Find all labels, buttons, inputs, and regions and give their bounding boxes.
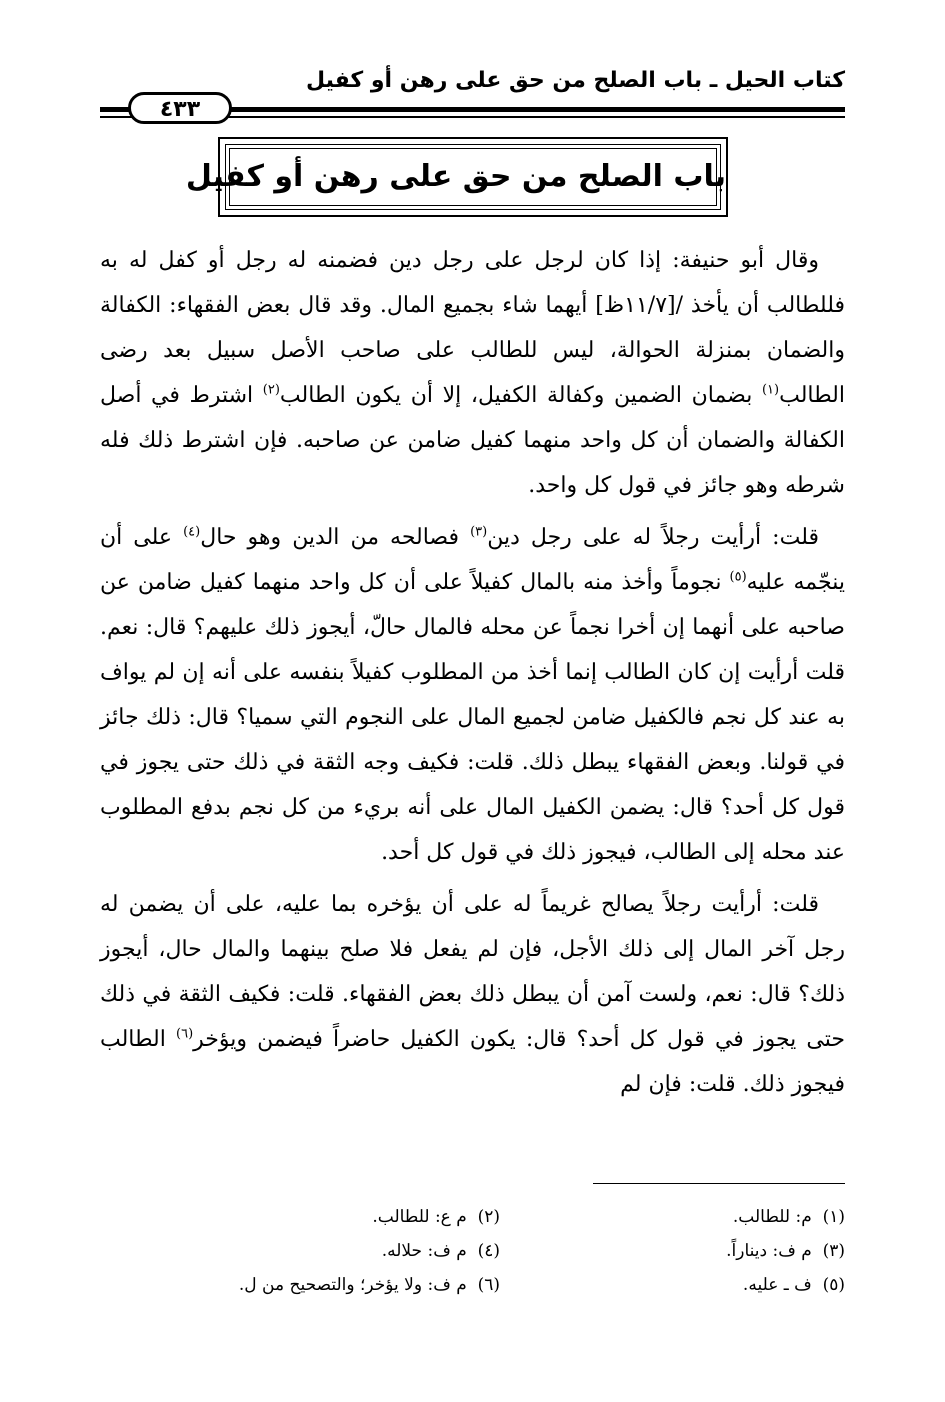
paragraph-text: على أن ينجّمه عليه (100, 525, 845, 595)
footnote-text: م: للطالب. (732, 1207, 812, 1227)
footnote-2 (100, 1200, 500, 1234)
footnote-text: ف ـ عليه. (742, 1275, 812, 1295)
footnote-row (100, 1234, 845, 1268)
footnote-3 (500, 1234, 845, 1268)
footnote-marker: (٥) (729, 569, 747, 585)
footnote-6 (100, 1268, 500, 1302)
footnote-row (100, 1200, 845, 1234)
footnote-marker: (٢) (262, 382, 280, 398)
paragraph-2 (100, 515, 845, 875)
paragraph-3 (100, 882, 845, 1107)
paragraph-text: بضمان الضمين وكفالة الكفيل، إلا أن يكون الطالب (279, 383, 762, 408)
paragraph-text: قلت: أرأيت رجلاً يصالح غريماً له على أن يؤخره بما عليه، على أن يضمن له رجل آخر المال إلى ذلك الأجل، فإن لم يفعل فلا صلح بينهما والمال حال، أيجوز ذلك؟ قال: نعم، ولست آمن أن يبطل ذلك بعض الفقهاء. قلت: فكيف الثقة في ذلك حتى يجوز في قول كل أحد؟ قال: يكون الكفيل حاضراً فيضمن ويؤخر (100, 892, 845, 1052)
paragraph-text: فصالحه من الدين وهو حال (200, 525, 471, 550)
footnote-marker: (٤) (183, 524, 201, 540)
paragraph-text: وقال أبو حنيفة: إذا كان لرجل على رجل دين فضمنه له رجل أو كفل له به فللطالب أن يأخذ /[١١/٧ظ] أيهما شاء بجميع المال. وقد قال بعض الفقهاء: الكفالة والضمان بمنزلة الحوالة، ليس للطالب على صاحب الأصل سبيل بعد رضى الطالب (100, 248, 845, 408)
footnote-marker: (٦) (176, 1026, 194, 1042)
footnote-number: (٥) (822, 1275, 845, 1295)
paragraph-text: الطالب فيجوز ذلك. قلت: فإن لم (100, 1027, 845, 1097)
footnote-5 (500, 1268, 845, 1302)
footnote-number: (١) (822, 1207, 845, 1227)
footnote-rule (593, 1183, 845, 1184)
footnotes (100, 1200, 845, 1302)
chapter-title: باب الصلح من حق على رهن أو كفيل (185, 159, 726, 194)
paragraph-text: اشترط في أصل الكفالة والضمان أن كل واحد منهما كفيل ضامن عن صاحبه. فإن اشترط ذلك فله شرطه وهو جائز في قول كل واحد. (100, 383, 845, 498)
footnote-marker: (١) (761, 382, 780, 398)
footnote-number: (٦) (477, 1275, 500, 1295)
footnote-number: (٤) (477, 1241, 500, 1261)
page-number: ٤٣٣ (128, 92, 232, 124)
footnote-marker: (٣) (470, 524, 488, 540)
footnote-text: م ف: ولا يؤخر؛ والتصحيح من ل. (238, 1275, 467, 1295)
footnote-row (100, 1268, 845, 1302)
footnote-text: م ف: ديناراً. (726, 1241, 812, 1261)
footnote-1 (500, 1200, 845, 1234)
footnote-number: (٢) (477, 1207, 500, 1227)
footnote-4 (100, 1234, 500, 1268)
running-title: كتاب الحيل ـ باب الصلح من حق على رهن أو كفيل (305, 68, 845, 93)
paragraph-text: نجوماً وأخذ منه بالمال كفيلاً على أن كل واحد منهما كفيل ضامن عن صاحبه على أنهما إن أخرا نجماً عن محله فالمال حالّ، أيجوز ذلك عليهم؟ قال: نعم. قلت أرأيت إن كان الطالب إنما أخذ من المطلوب كفيلاً بنفسه على أنه إن لم يواف به عند كل نجم فالكفيل ضامن لجميع المال على النجوم التي سميا؟ قال: ذلك جائز في قولنا. وبعض الفقهاء يبطل ذلك. قلت: فكيف وجه الثقة في ذلك حتى يجوز في قول كل أحد؟ قال: يضمن الكفيل المال على أنه بريء من كل نجم بدفع المطلوب عند محله إلى الطالب، فيجوز ذلك في قول كل أحد. (100, 570, 845, 865)
paragraph-text: قلت: أرأيت رجلاً له على رجل دين (487, 525, 819, 550)
footnote-text: م ف: حلاله. (381, 1241, 467, 1261)
paragraph-1 (100, 238, 845, 508)
footnote-text: م ع: للطالب. (372, 1207, 467, 1227)
body-text (100, 238, 845, 1107)
footnote-number: (٣) (822, 1241, 845, 1261)
chapter-title-frame (185, 137, 728, 217)
